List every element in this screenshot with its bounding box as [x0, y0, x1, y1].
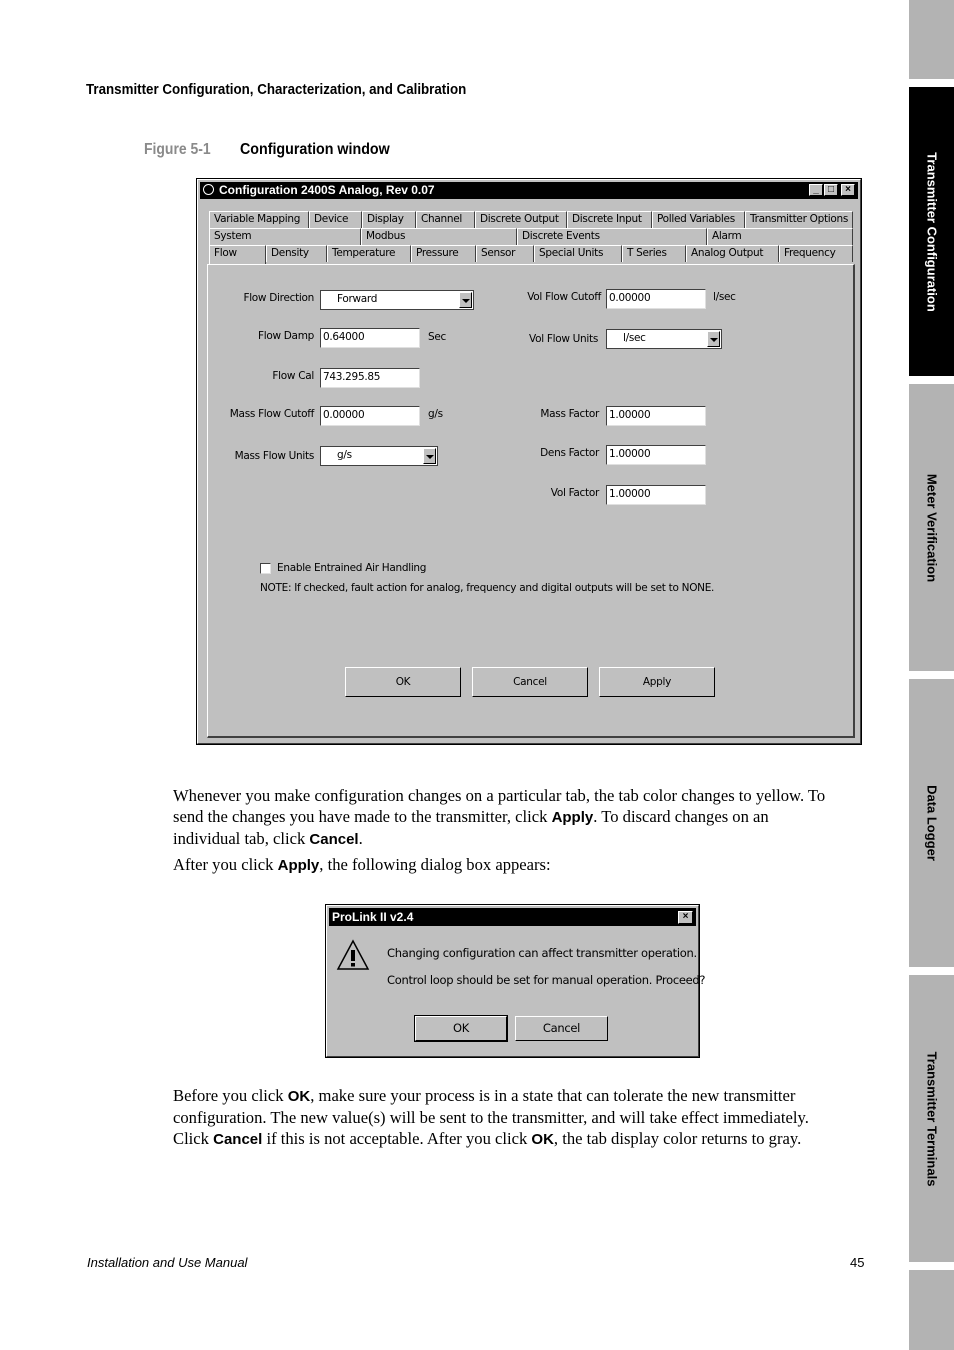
tab-discrete-events[interactable]: Discrete Events — [517, 228, 707, 245]
side-tab-label: Meter Verification — [924, 473, 939, 582]
cancel-emphasis: Cancel — [213, 1130, 263, 1148]
tab-frequency[interactable]: Frequency — [779, 245, 853, 262]
flow-direction-label: Flow Direction — [243, 292, 314, 304]
tab-transmitter-options[interactable]: Transmitter Options — [745, 211, 853, 228]
paragraph-3 — [173, 1086, 809, 1150]
mass-factor-label: Mass Factor — [540, 408, 599, 420]
dialog-title: ProLink II v2.4 — [332, 910, 414, 924]
ok-emphasis: OK — [531, 1130, 554, 1148]
dialog-titlebar — [329, 908, 696, 926]
tab-polled-variables[interactable]: Polled Variables — [652, 211, 745, 228]
vol-flow-cutoff-field[interactable]: 0.00000 — [606, 289, 706, 309]
vol-flow-cutoff-label: Vol Flow Cutoff — [527, 291, 601, 303]
note-text: NOTE: If checked, fault action for analog, frequency and digital outputs will be set to NONE. — [260, 582, 715, 594]
chevron-down-icon[interactable] — [423, 448, 436, 464]
mass-flow-cutoff-unit: g/s — [428, 408, 443, 420]
paragraph-1-line-1: Whenever you make configuration changes on a particular tab, the tab color changes to yellow. To — [173, 786, 826, 805]
tab-system[interactable]: System — [209, 228, 361, 245]
vol-flow-units-label: Vol Flow Units — [529, 333, 598, 345]
tab-special-units[interactable]: Special Units — [534, 245, 622, 262]
side-tab-label: Transmitter Terminals — [924, 1051, 939, 1186]
configuration-window — [196, 178, 862, 745]
flow-damp-unit: Sec — [428, 331, 446, 343]
cancel-button[interactable]: Cancel — [472, 667, 588, 697]
flow-cal-label: Flow Cal — [272, 370, 314, 382]
running-header: Transmitter Configuration, Characterization, and Calibration — [86, 82, 467, 98]
flow-direction-value: Forward — [337, 293, 378, 305]
app-icon — [203, 184, 214, 195]
mass-flow-cutoff-field[interactable]: 0.00000 — [320, 406, 420, 426]
chevron-down-icon[interactable] — [459, 292, 472, 308]
window-titlebar — [200, 182, 858, 199]
prolink-dialog — [325, 904, 706, 1058]
mass-flow-cutoff-label: Mass Flow Cutoff — [229, 408, 314, 420]
tab-density[interactable]: Density — [266, 245, 327, 262]
dialog-cancel-button[interactable]: Cancel — [515, 1016, 608, 1041]
figure-title: Configuration window — [240, 141, 390, 158]
paragraph-2: After you click Apply, the following dialog box appears: — [173, 855, 551, 874]
tab-device[interactable]: Device — [309, 211, 362, 228]
cancel-emphasis: Cancel — [309, 830, 359, 848]
flow-cal-field[interactable]: 743.295.85 — [320, 368, 420, 388]
dialog-ok-button[interactable]: OK — [415, 1016, 507, 1041]
apply-emphasis: Apply — [277, 857, 320, 874]
tab-variable-mapping[interactable]: Variable Mapping — [209, 211, 309, 228]
tab-pressure[interactable]: Pressure — [411, 245, 476, 262]
mass-flow-units-select[interactable] — [320, 446, 438, 466]
footer-manual-title: Installation and Use Manual — [87, 1255, 248, 1270]
tab-temperature[interactable]: Temperature — [327, 245, 411, 262]
tab-display[interactable]: Display — [362, 211, 416, 228]
paragraph-3-line-2: configuration. The new value(s) will be sent to the transmitter, and will take effect immediately. — [173, 1107, 809, 1127]
vol-flow-units-select[interactable] — [606, 329, 722, 349]
mass-flow-units-value: g/s — [337, 449, 352, 461]
tab-discrete-output[interactable]: Discrete Output — [475, 211, 567, 228]
mass-flow-units-label: Mass Flow Units — [234, 450, 314, 462]
side-tab-transmitter-configuration — [909, 87, 954, 376]
close-icon[interactable]: × — [841, 184, 855, 196]
apply-emphasis: Apply — [551, 808, 594, 826]
side-tab-blank-bottom — [909, 1270, 954, 1350]
flow-direction-select[interactable] — [320, 290, 474, 310]
close-icon[interactable]: × — [678, 911, 693, 924]
side-tab-data-logger — [909, 679, 954, 967]
page-number: 45 — [850, 1255, 865, 1270]
apply-button[interactable]: Apply — [599, 667, 715, 697]
paragraph-3-line-3: Click Cancel if this is not acceptable. After you click OK, the tab display color returns to gray. — [173, 1128, 802, 1148]
tab-analog-output[interactable]: Analog Output — [686, 245, 779, 262]
dialog-message-1: Changing configuration can affect transmitter operation. — [387, 946, 697, 960]
vol-flow-units-value: l/sec — [623, 332, 646, 344]
window-title: Configuration 2400S Analog, Rev 0.07 — [219, 183, 435, 197]
paragraph-1 — [173, 786, 825, 850]
chevron-down-icon[interactable] — [707, 331, 720, 347]
warning-icon — [336, 939, 370, 971]
tab-t-series[interactable]: T Series — [622, 245, 686, 262]
figure-number: Figure 5-1 — [144, 141, 211, 158]
paragraph-3-line-1: Before you click OK, make sure your process is in a state that can tolerate the new transmitter — [173, 1086, 796, 1105]
side-tab-blank-top — [909, 0, 954, 79]
side-tab-label: Data Logger — [924, 785, 939, 861]
tab-discrete-input[interactable]: Discrete Input — [567, 211, 652, 228]
paragraph-1-line-3: individual tab, click Cancel. — [173, 828, 363, 848]
vol-flow-cutoff-unit: l/sec — [713, 291, 736, 303]
ok-button[interactable]: OK — [345, 667, 461, 697]
maximize-icon[interactable]: □ — [824, 184, 838, 196]
vol-factor-label: Vol Factor — [550, 487, 599, 499]
dens-factor-label: Dens Factor — [540, 447, 599, 459]
tab-sensor[interactable]: Sensor — [476, 245, 534, 262]
entrained-air-checkbox[interactable] — [260, 563, 271, 574]
entrained-air-label: Enable Entrained Air Handling — [277, 562, 427, 574]
minimize-icon[interactable]: _ — [809, 184, 823, 196]
side-tab-transmitter-terminals — [909, 975, 954, 1262]
vol-factor-field[interactable]: 1.00000 — [606, 485, 706, 505]
tab-modbus[interactable]: Modbus — [361, 228, 517, 245]
side-tab-label: Transmitter Configuration — [924, 151, 939, 312]
paragraph-1-line-2: send the changes you have made to the transmitter, click Apply. To discard changes on an — [173, 806, 769, 826]
dens-factor-field[interactable]: 1.00000 — [606, 445, 706, 465]
tab-flow[interactable]: Flow — [209, 245, 266, 265]
side-tab-meter-verification — [909, 384, 954, 671]
tab-alarm[interactable]: Alarm — [707, 228, 853, 245]
dialog-message-2: Control loop should be set for manual operation. Proceed? — [387, 973, 706, 987]
ok-emphasis: OK — [287, 1088, 311, 1105]
flow-damp-label: Flow Damp — [257, 330, 314, 342]
tab-channel[interactable]: Channel — [416, 211, 475, 228]
mass-factor-field[interactable]: 1.00000 — [606, 406, 706, 426]
flow-damp-field[interactable]: 0.64000 — [320, 328, 420, 348]
